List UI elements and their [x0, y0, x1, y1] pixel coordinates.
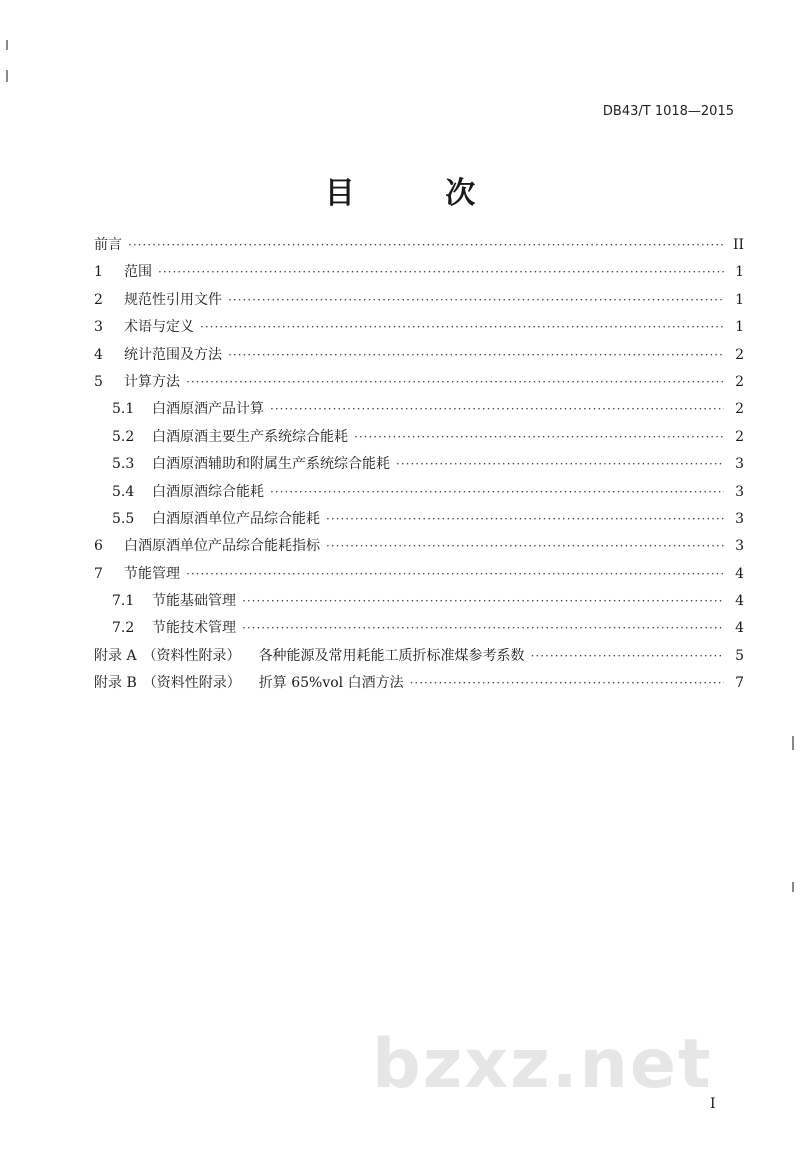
- toc-label: 白酒原酒单位产品综合能耗指标: [124, 538, 320, 555]
- toc-entry-5-5[interactable]: [94, 506, 744, 533]
- toc-label: 白酒原酒辅助和附属生产系统综合能耗: [152, 456, 390, 473]
- toc-entry-5-1[interactable]: [94, 396, 744, 423]
- page-number: I: [710, 1096, 716, 1112]
- toc-leader-dots: [186, 369, 724, 396]
- toc-label: 各种能源及常用耗能工质折标准煤参考系数: [258, 647, 525, 664]
- toc-page: 2: [735, 401, 744, 418]
- toc-label: 白酒原酒产品计算: [152, 401, 264, 418]
- toc-label: 节能技术管理: [152, 620, 236, 637]
- toc-page: 4: [735, 593, 744, 610]
- toc-page: 4: [735, 565, 744, 582]
- toc-entry-6[interactable]: [94, 533, 744, 560]
- toc-page: 7: [735, 675, 744, 692]
- toc-entry-7-1[interactable]: [94, 588, 744, 615]
- toc-leader-dots: [354, 424, 724, 451]
- toc-label: 节能管理: [124, 565, 180, 582]
- toc-leader-dots: [270, 479, 724, 506]
- toc-entry-annex-b[interactable]: [94, 670, 744, 697]
- toc-leader-dots: [531, 643, 724, 670]
- toc-page: 3: [735, 538, 744, 555]
- toc-page: 5: [735, 647, 744, 664]
- toc-entry-7[interactable]: [94, 561, 744, 588]
- toc-entry-foreword[interactable]: [94, 232, 744, 259]
- toc-number: 5.3: [112, 456, 135, 473]
- toc-number: 2: [94, 291, 103, 308]
- toc-leader-dots: [396, 451, 724, 478]
- toc-page: 2: [735, 346, 744, 363]
- scan-edge-mark: [6, 70, 8, 82]
- toc-label: 规范性引用文件: [124, 291, 222, 308]
- toc-number: 7.1: [112, 593, 135, 610]
- scan-edge-mark: [792, 736, 794, 750]
- toc-entry-4[interactable]: [94, 342, 744, 369]
- toc-leader-dots: [270, 396, 724, 423]
- toc-page: 1: [735, 291, 744, 308]
- toc-page: 2: [735, 373, 744, 390]
- toc-number: 6: [94, 538, 103, 555]
- toc-annex-id: 附录 A: [94, 647, 137, 664]
- toc-entry-5-2[interactable]: [94, 424, 744, 451]
- toc-label: 白酒原酒单位产品综合能耗: [152, 510, 320, 527]
- toc-page: 1: [735, 264, 744, 281]
- toc-leader-dots: [326, 533, 724, 560]
- toc-page: 2: [735, 428, 744, 445]
- toc-leader-dots: [228, 287, 724, 314]
- toc-leader-dots: [410, 670, 724, 697]
- toc-label: 节能基础管理: [152, 593, 236, 610]
- toc-label: 白酒原酒综合能耗: [152, 483, 264, 500]
- watermark: bzxz.net: [372, 1025, 713, 1104]
- scan-edge-mark: [792, 882, 794, 892]
- toc-leader-dots: [228, 342, 724, 369]
- toc-entry-1[interactable]: [94, 259, 744, 286]
- toc-leader-dots: [186, 561, 724, 588]
- toc-number: 5.1: [112, 401, 135, 418]
- toc-label: 折算 65%vol 白酒方法: [258, 675, 404, 692]
- toc-number: 5.2: [112, 428, 135, 445]
- toc-page: 3: [735, 456, 744, 473]
- toc-number: 5.5: [112, 510, 135, 527]
- toc-annex-type: （资料性附录）: [142, 675, 241, 692]
- toc-entry-annex-a[interactable]: [94, 643, 744, 670]
- toc-entry-5-4[interactable]: [94, 479, 744, 506]
- toc-label: 统计范围及方法: [124, 346, 222, 363]
- toc-leader-dots: [242, 615, 724, 642]
- toc-leader-dots: [158, 259, 724, 286]
- toc-number: 7: [94, 565, 103, 582]
- toc-number: 3: [94, 319, 103, 336]
- toc-entry-5-3[interactable]: [94, 451, 744, 478]
- toc-annex-type: （资料性附录）: [142, 647, 241, 664]
- toc-number: 4: [94, 346, 103, 363]
- toc-entry-3[interactable]: [94, 314, 744, 341]
- toc-leader-dots: [326, 506, 724, 533]
- toc-entry-5[interactable]: [94, 369, 744, 396]
- toc-page: 1: [735, 319, 744, 336]
- toc-label: 计算方法: [124, 373, 180, 390]
- toc-leader-dots: [200, 314, 724, 341]
- toc-number: 1: [94, 264, 103, 281]
- table-of-contents: [94, 232, 744, 698]
- toc-number: 7.2: [112, 620, 135, 637]
- toc-page: II: [732, 237, 744, 253]
- toc-annex-id: 附录 B: [94, 675, 137, 692]
- scan-edge-mark: [6, 40, 8, 50]
- toc-label: 范围: [124, 264, 152, 281]
- toc-number: 5.4: [112, 483, 135, 500]
- toc-leader-dots: [242, 588, 724, 615]
- toc-page: 3: [735, 483, 744, 500]
- toc-page: 4: [735, 620, 744, 637]
- page-title: 目 次: [324, 176, 516, 211]
- toc-leader-dots: [128, 232, 724, 259]
- toc-label: 白酒原酒主要生产系统综合能耗: [152, 428, 348, 445]
- toc-label: 前言: [94, 237, 122, 253]
- toc-entry-7-2[interactable]: [94, 615, 744, 642]
- toc-label: 术语与定义: [124, 319, 194, 336]
- toc-number: 5: [94, 373, 103, 390]
- toc-entry-2[interactable]: [94, 287, 744, 314]
- toc-page: 3: [735, 510, 744, 527]
- standard-code: DB43/T 1018—2015: [602, 104, 734, 119]
